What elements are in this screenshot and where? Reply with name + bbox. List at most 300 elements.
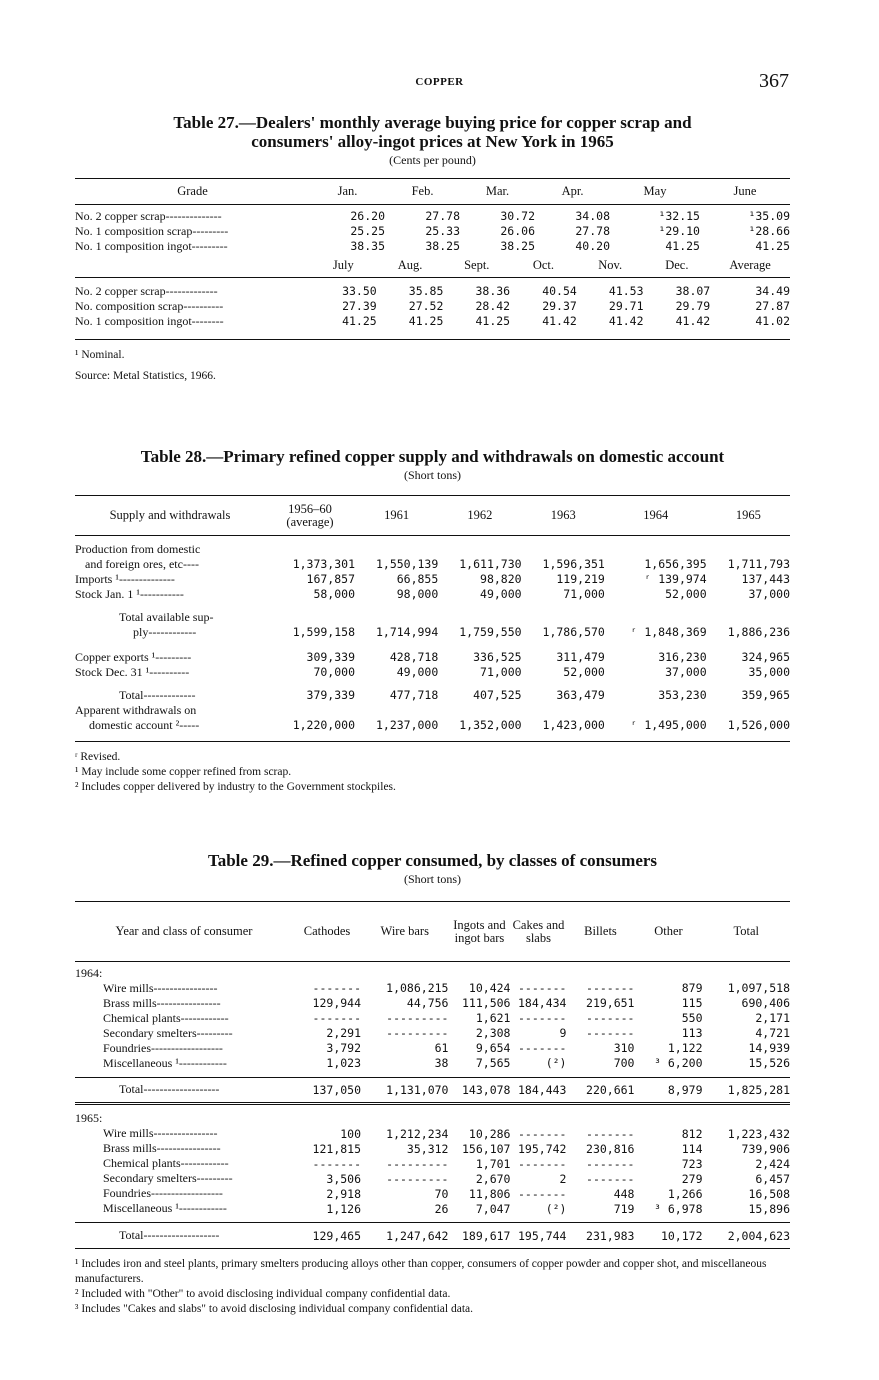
cell: ¹32.15 bbox=[658, 209, 700, 223]
cell: 41.02 bbox=[755, 314, 790, 328]
row-label: Wire mills---------------- bbox=[103, 1126, 218, 1140]
col-header-year: 1961 bbox=[384, 508, 410, 522]
row-label: Wire mills---------------- bbox=[103, 980, 218, 995]
cell: 1,526,000 bbox=[727, 718, 790, 732]
cell: 70 bbox=[434, 1186, 449, 1201]
cell: 219,651 bbox=[586, 996, 635, 1010]
cell: 195,742 bbox=[518, 1141, 567, 1156]
col-header-month: Sept. bbox=[464, 257, 490, 272]
cell: 41.25 bbox=[755, 239, 790, 253]
row-label: Brass mills---------------- bbox=[103, 995, 221, 1010]
col-header-year: 1964 bbox=[643, 508, 669, 522]
cell: 16,508 bbox=[748, 1186, 790, 1201]
cell: 1,097,518 bbox=[727, 981, 790, 995]
row-label: Secondary smelters--------- bbox=[103, 1025, 233, 1040]
cell: 49,000 bbox=[480, 587, 522, 601]
cell: 38.25 bbox=[425, 239, 460, 253]
cell: 98,820 bbox=[480, 572, 522, 586]
table-row bbox=[75, 557, 790, 572]
cell: 1,759,550 bbox=[459, 625, 522, 639]
cell: 34.49 bbox=[755, 284, 790, 298]
table-29-unit: (Short tons) bbox=[404, 872, 461, 886]
table-27-title-line2: consumers' alloy-ingot prices at New York in 1965 bbox=[251, 132, 614, 151]
cell: ¹35.09 bbox=[748, 209, 790, 223]
col-header-cakes: Cakes and slabs bbox=[512, 917, 565, 945]
cell: 324,965 bbox=[741, 650, 790, 664]
col-header-wire-bars: Wire bars bbox=[380, 924, 429, 938]
cell: 407,525 bbox=[473, 688, 522, 702]
table-28-title: Table 28.—Primary refined copper supply and withdrawals on domestic account bbox=[140, 447, 725, 466]
cell: 6,457 bbox=[755, 1171, 790, 1186]
cell: 111,506 bbox=[462, 996, 511, 1010]
cell: 723 bbox=[681, 1156, 703, 1171]
cell: 690,406 bbox=[741, 996, 790, 1010]
row-label: Production from domestic bbox=[75, 541, 201, 556]
row-label: Foundries------------------ bbox=[103, 1040, 223, 1055]
cell: 25.33 bbox=[425, 224, 460, 238]
cell: 8,979 bbox=[667, 1082, 703, 1097]
cell: 1,220,000 bbox=[292, 718, 355, 732]
row-label: Foundries------------------ bbox=[103, 1186, 223, 1200]
col-header-month: Apr. bbox=[561, 184, 584, 198]
cell: 1,550,139 bbox=[375, 557, 439, 571]
cell: 3,792 bbox=[326, 1041, 362, 1055]
cell: 40.20 bbox=[575, 239, 610, 253]
total-row bbox=[75, 1077, 790, 1103]
row-label: domestic account ²----- bbox=[89, 717, 200, 732]
col-header-month: Nov. bbox=[598, 257, 623, 272]
cell: 25.25 bbox=[350, 224, 385, 238]
cell: 66,855 bbox=[396, 572, 439, 586]
total-row bbox=[75, 1223, 790, 1249]
cell: 29.71 bbox=[608, 299, 644, 313]
cell: 3,506 bbox=[326, 1171, 362, 1186]
cell: 879 bbox=[681, 981, 703, 995]
table-28 bbox=[75, 447, 790, 795]
cell: 2,308 bbox=[475, 1026, 511, 1040]
cell: 1,825,281 bbox=[727, 1082, 790, 1097]
cell: 336,525 bbox=[473, 650, 522, 664]
cell: (²) bbox=[545, 1201, 567, 1216]
table-29-title: Table 29.—Refined copper consumed, by classes of consumers bbox=[207, 851, 658, 870]
row-label: Total------------- bbox=[119, 687, 196, 702]
row-label: Imports ¹-------------- bbox=[75, 571, 175, 586]
table-row bbox=[75, 1141, 790, 1156]
row-label: Stock Jan. 1 ¹----------- bbox=[75, 586, 184, 601]
col-header-consumer: Year and class of consumer bbox=[115, 924, 253, 938]
cell: 1,086,215 bbox=[386, 981, 449, 995]
row-label: Secondary smelters--------- bbox=[103, 1171, 233, 1185]
table-row bbox=[75, 703, 790, 718]
table-27-unit: (Cents per pound) bbox=[389, 153, 476, 167]
table-row bbox=[75, 1056, 790, 1078]
row-label: Total------------------- bbox=[119, 1082, 220, 1096]
cell: 44,756 bbox=[406, 996, 449, 1010]
cell: 2,171 bbox=[755, 1011, 790, 1025]
cell: 2,424 bbox=[755, 1156, 790, 1171]
cell: ------- bbox=[586, 1026, 635, 1040]
cell: 1,423,000 bbox=[542, 718, 605, 732]
cell: 129,944 bbox=[312, 996, 362, 1010]
cell: 11,806 bbox=[468, 1186, 511, 1201]
cell: 363,479 bbox=[556, 688, 605, 702]
cell: (²) bbox=[545, 1056, 567, 1070]
cell: 70,000 bbox=[313, 665, 355, 679]
table-row bbox=[75, 1011, 790, 1026]
col-header-month: June bbox=[733, 184, 757, 198]
cell: 1,126 bbox=[326, 1201, 362, 1216]
cell: --------- bbox=[386, 1026, 449, 1040]
cell: 37,000 bbox=[748, 587, 790, 601]
table-row bbox=[75, 1171, 790, 1186]
cell: 41.25 bbox=[342, 314, 377, 328]
year-row bbox=[75, 1111, 790, 1126]
table-29 bbox=[75, 851, 790, 1317]
cell: 30.72 bbox=[500, 209, 535, 223]
cell: 15,896 bbox=[748, 1201, 790, 1216]
row-label: No. 1 composition ingot-------- bbox=[75, 313, 224, 328]
cell: ------- bbox=[518, 1126, 567, 1141]
cell: 14,939 bbox=[748, 1041, 790, 1055]
table-row bbox=[75, 314, 790, 340]
col-header-month: Feb. bbox=[411, 184, 434, 198]
cell: 156,107 bbox=[462, 1141, 511, 1156]
table-row bbox=[75, 665, 790, 680]
cell: 353,230 bbox=[658, 688, 707, 702]
col-header-year: 1965 bbox=[735, 508, 761, 522]
table-29-header-row bbox=[75, 902, 790, 962]
table-row bbox=[75, 688, 790, 703]
col-header-ingots: Ingots and ingot bars bbox=[453, 917, 506, 945]
cell: 184,443 bbox=[518, 1082, 567, 1097]
source-note: Source: Metal Statistics, 1966. bbox=[75, 369, 216, 382]
col-header-year: 1962 bbox=[467, 508, 493, 522]
col-header-month: Jan. bbox=[337, 184, 358, 198]
col-header-grade: Grade bbox=[177, 184, 208, 198]
cell: 2 bbox=[559, 1171, 567, 1186]
footnote: ² Included with "Other" to avoid disclosing individual company confidential data. bbox=[75, 1288, 451, 1300]
cell: 739,906 bbox=[741, 1141, 790, 1156]
cell: 26.20 bbox=[350, 209, 385, 223]
row-label: No. 1 composition ingot--------- bbox=[75, 238, 228, 253]
cell: 41.25 bbox=[408, 314, 444, 328]
cell: 58,000 bbox=[313, 587, 355, 601]
row-label: Miscellaneous ¹------------ bbox=[103, 1201, 227, 1215]
row-label: No. 1 composition scrap--------- bbox=[75, 223, 229, 238]
cell: 279 bbox=[681, 1171, 703, 1186]
cell: 9,654 bbox=[475, 1041, 511, 1055]
cell: ¹28.66 bbox=[748, 224, 790, 238]
cell: 311,479 bbox=[556, 650, 605, 664]
table-row bbox=[75, 1186, 790, 1201]
table-row bbox=[75, 718, 790, 742]
cell: ------- bbox=[586, 1156, 635, 1171]
cell: 38.35 bbox=[350, 239, 385, 253]
row-label: No. 2 copper scrap-------------- bbox=[75, 208, 222, 223]
table-28-header-row bbox=[75, 496, 790, 536]
row-label: No. composition scrap---------- bbox=[75, 298, 224, 313]
table-row bbox=[75, 625, 790, 640]
cell: 40.54 bbox=[542, 284, 577, 298]
cell: 35,000 bbox=[748, 665, 790, 679]
year-label: 1964: bbox=[75, 965, 103, 980]
cell: ------- bbox=[518, 1041, 567, 1055]
cell: 10,172 bbox=[660, 1228, 703, 1243]
col-header-month: Oct. bbox=[532, 257, 555, 272]
cell: 29.79 bbox=[675, 299, 711, 313]
cell: 1,611,730 bbox=[459, 557, 522, 571]
cell: 9 bbox=[559, 1026, 567, 1040]
cell: 189,617 bbox=[462, 1228, 511, 1243]
cell: 2,918 bbox=[326, 1186, 362, 1201]
table-27-header-row-2 bbox=[75, 254, 790, 278]
cell: --------- bbox=[386, 1156, 449, 1171]
cell: 719 bbox=[613, 1201, 635, 1216]
cell: 129,465 bbox=[312, 1228, 362, 1243]
cell: 1,247,642 bbox=[386, 1228, 449, 1243]
cell: ------- bbox=[312, 1011, 362, 1025]
cell: 27.78 bbox=[575, 224, 610, 238]
cell: 37,000 bbox=[665, 665, 707, 679]
cell: 167,857 bbox=[306, 572, 355, 586]
cell: 195,744 bbox=[518, 1228, 567, 1243]
table-row bbox=[75, 996, 790, 1011]
cell: 113 bbox=[681, 1026, 703, 1040]
cell: --------- bbox=[386, 1011, 449, 1025]
footnote: ³ Includes "Cakes and slabs" to avoid disclosing individual company confidential data. bbox=[75, 1303, 474, 1315]
row-label: and foreign ores, etc---- bbox=[85, 556, 199, 571]
cell: 15,526 bbox=[748, 1056, 790, 1070]
cell: 230,816 bbox=[586, 1141, 635, 1156]
cell: 41.53 bbox=[608, 284, 644, 298]
cell: 4,721 bbox=[755, 1026, 790, 1040]
table-29-grid bbox=[75, 901, 790, 1249]
cell: --------- bbox=[386, 1171, 449, 1186]
cell: 27.52 bbox=[408, 299, 444, 313]
cell: 309,339 bbox=[306, 650, 355, 664]
cell: 121,815 bbox=[312, 1141, 362, 1156]
cell: 1,701 bbox=[475, 1156, 511, 1171]
cell: 1,223,432 bbox=[727, 1126, 790, 1141]
table-row bbox=[75, 1041, 790, 1056]
page-number: 367 bbox=[759, 70, 789, 92]
cell: 26 bbox=[434, 1201, 449, 1216]
cell: 1,599,158 bbox=[292, 625, 355, 639]
table-row bbox=[75, 209, 790, 224]
col-header-month: July bbox=[332, 257, 354, 272]
col-header-month: Aug. bbox=[397, 257, 423, 272]
table-row bbox=[75, 981, 790, 996]
cell: 1,122 bbox=[667, 1041, 703, 1055]
cell: 812 bbox=[681, 1126, 703, 1141]
cell: ʳ 1,848,369 bbox=[630, 625, 707, 639]
table-row bbox=[75, 1126, 790, 1141]
cell: 34.08 bbox=[575, 209, 610, 223]
footnote: ² Includes copper delivered by industry to the Government stockpiles. bbox=[75, 780, 396, 793]
cell: 38.36 bbox=[475, 284, 511, 298]
col-header-month: Dec. bbox=[665, 257, 689, 272]
table-row bbox=[75, 224, 790, 239]
cell: 1,886,236 bbox=[727, 625, 790, 639]
cell: 1,131,070 bbox=[386, 1082, 449, 1097]
row-label: Chemical plants------------ bbox=[103, 1156, 229, 1170]
footnote: ʳ Revised. bbox=[75, 750, 121, 763]
col-header-supply: Supply and withdrawals bbox=[109, 508, 231, 522]
table-row bbox=[75, 587, 790, 602]
cell: 35,312 bbox=[406, 1141, 449, 1156]
cell: 27.78 bbox=[425, 209, 460, 223]
col-header-year: 1956–60 (average) bbox=[286, 501, 334, 529]
cell: ------- bbox=[586, 1011, 635, 1025]
cell: 61 bbox=[434, 1041, 449, 1055]
cell: 1,212,234 bbox=[386, 1126, 449, 1141]
cell: 38.25 bbox=[500, 239, 535, 253]
cell: ³ 6,200 bbox=[654, 1056, 703, 1070]
cell: 379,339 bbox=[306, 688, 355, 702]
col-header-month: Mar. bbox=[485, 184, 510, 198]
cell: 71,000 bbox=[563, 587, 605, 601]
cell: 114 bbox=[681, 1141, 703, 1156]
col-header-billets: Billets bbox=[584, 924, 617, 938]
cell: 28.42 bbox=[475, 299, 511, 313]
row-label: Copper exports ¹--------- bbox=[75, 649, 192, 664]
table-row bbox=[75, 299, 790, 314]
row-label: Stock Dec. 31 ¹---------- bbox=[75, 664, 190, 679]
year-row bbox=[75, 966, 790, 981]
footnote: ¹ Nominal. bbox=[75, 348, 125, 361]
row-label: Brass mills---------------- bbox=[103, 1141, 221, 1155]
cell: ³ 6,978 bbox=[654, 1201, 703, 1216]
cell: 143,078 bbox=[462, 1082, 511, 1097]
cell: 38.07 bbox=[675, 284, 711, 298]
col-header-year: 1963 bbox=[550, 508, 576, 522]
table-27-grid bbox=[75, 178, 790, 254]
cell: 2,670 bbox=[475, 1171, 511, 1186]
row-label: Chemical plants------------ bbox=[103, 1010, 229, 1025]
table-27-title-line1: Table 27.—Dealers' monthly average buying price for copper scrap and bbox=[173, 113, 692, 132]
cell: ------- bbox=[518, 981, 567, 995]
table-row bbox=[75, 542, 790, 557]
cell: 220,661 bbox=[586, 1082, 635, 1097]
cell: 448 bbox=[613, 1186, 635, 1201]
cell: ¹29.10 bbox=[658, 224, 700, 238]
footnote: ¹ Includes iron and steel plants, primary smelters producing alloys other than copper, consumers of copper powder and copper shot, and miscellaneous manufacturers. bbox=[75, 1258, 767, 1285]
table-row bbox=[75, 284, 790, 299]
cell: 41.25 bbox=[665, 239, 700, 253]
table-row bbox=[75, 650, 790, 665]
cell: 184,434 bbox=[518, 996, 567, 1010]
cell: ------- bbox=[586, 1171, 635, 1186]
table-28-grid bbox=[75, 495, 790, 742]
cell: 27.87 bbox=[755, 299, 790, 313]
table-row bbox=[75, 572, 790, 587]
year-label: 1965: bbox=[75, 1111, 103, 1125]
col-header-cathodes: Cathodes bbox=[303, 924, 351, 938]
cell: ʳ 1,495,000 bbox=[630, 718, 707, 732]
cell: 1,711,793 bbox=[727, 557, 790, 571]
cell: 49,000 bbox=[396, 665, 439, 679]
cell: 137,050 bbox=[312, 1082, 362, 1097]
cell: 1,352,000 bbox=[459, 718, 522, 732]
cell: 310 bbox=[613, 1041, 635, 1055]
col-header-other: Other bbox=[654, 924, 683, 938]
row-label: No. 2 copper scrap------------- bbox=[75, 283, 218, 298]
cell: 10,424 bbox=[468, 981, 511, 995]
cell: 115 bbox=[681, 996, 703, 1010]
table-27-header-row bbox=[75, 179, 790, 205]
row-label: Miscellaneous ¹------------ bbox=[103, 1055, 227, 1070]
cell: ------- bbox=[518, 1011, 567, 1025]
cell: 26.06 bbox=[500, 224, 535, 238]
cell: 7,565 bbox=[475, 1056, 511, 1070]
cell: 1,596,351 bbox=[542, 557, 605, 571]
cell: 550 bbox=[681, 1011, 703, 1025]
table-row bbox=[75, 239, 790, 254]
cell: 98,000 bbox=[396, 587, 439, 601]
cell: 2,291 bbox=[326, 1026, 362, 1040]
cell: 71,000 bbox=[480, 665, 522, 679]
cell: 41.42 bbox=[608, 314, 644, 328]
cell: 1,786,570 bbox=[542, 625, 605, 639]
cell: 52,000 bbox=[563, 665, 605, 679]
cell: ʳ 139,974 bbox=[644, 572, 707, 586]
cell: 2,004,623 bbox=[727, 1228, 790, 1243]
cell: 27.39 bbox=[342, 299, 377, 313]
page-header-title: COPPER bbox=[415, 76, 464, 88]
cell: ------- bbox=[586, 1126, 635, 1141]
cell: 1,621 bbox=[475, 1011, 511, 1025]
cell: 231,983 bbox=[586, 1228, 635, 1243]
row-label: Apparent withdrawals on bbox=[75, 702, 197, 717]
cell: 7,047 bbox=[475, 1201, 511, 1216]
cell: 10,286 bbox=[468, 1126, 511, 1141]
cell: 137,443 bbox=[741, 572, 790, 586]
cell: ------- bbox=[518, 1186, 567, 1201]
cell: 1,714,994 bbox=[375, 625, 439, 639]
cell: 477,718 bbox=[389, 688, 439, 702]
cell: 52,000 bbox=[665, 587, 707, 601]
table-row bbox=[75, 1201, 790, 1223]
cell: ------- bbox=[518, 1156, 567, 1171]
cell: 38 bbox=[434, 1056, 449, 1070]
cell: 41.42 bbox=[675, 314, 711, 328]
cell: 1,023 bbox=[326, 1056, 362, 1070]
cell: 1,656,395 bbox=[644, 557, 707, 571]
cell: 35.85 bbox=[408, 284, 444, 298]
cell: ------- bbox=[312, 981, 362, 995]
row-label: ply------------ bbox=[133, 624, 197, 639]
cell: 1,373,301 bbox=[292, 557, 355, 571]
cell: 100 bbox=[340, 1126, 362, 1141]
col-header-month: May bbox=[643, 184, 667, 198]
cell: 700 bbox=[613, 1056, 635, 1070]
table-row bbox=[75, 1026, 790, 1041]
footnote: ¹ May include some copper refined from scrap. bbox=[75, 765, 292, 778]
cell: 29.37 bbox=[542, 299, 577, 313]
col-header-total: Total bbox=[733, 924, 759, 938]
cell: ------- bbox=[586, 981, 635, 995]
cell: 41.42 bbox=[542, 314, 577, 328]
cell: 1,266 bbox=[667, 1186, 703, 1201]
cell: 119,219 bbox=[556, 572, 605, 586]
table-row bbox=[75, 610, 790, 625]
cell: 359,965 bbox=[741, 688, 790, 702]
table-28-unit: (Short tons) bbox=[404, 468, 461, 482]
cell: 41.25 bbox=[475, 314, 511, 328]
cell: ------- bbox=[312, 1156, 362, 1171]
table-27-grid-second-half bbox=[75, 254, 790, 340]
cell: 1,237,000 bbox=[375, 718, 439, 732]
